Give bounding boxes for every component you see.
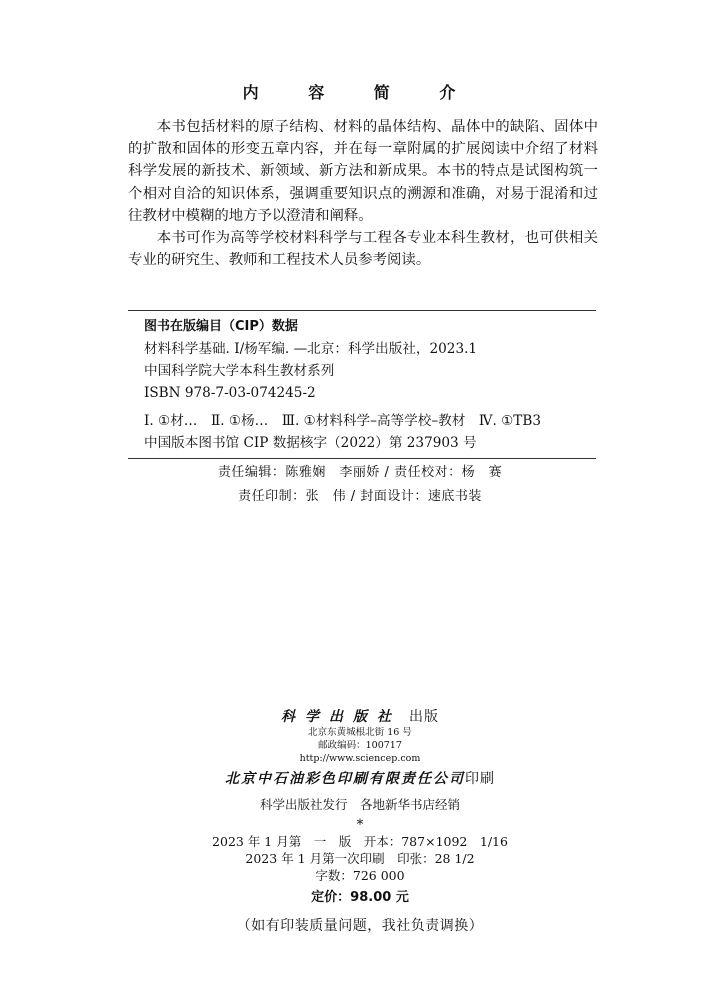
imprint-block [0, 706, 720, 935]
summary-paragraph: 本书可作为高等学校材料科学与工程各专业本科生教材，也可供相关专业的研究生、教师和工程技术人员参考阅读。 [128, 230, 598, 269]
printer-suffix: 印刷 [465, 771, 495, 787]
cip-classification: Ⅰ. ①材… Ⅱ. ①杨… Ⅲ. ①材料科学–高等学校–教材 Ⅳ. ①TB3 [144, 413, 542, 429]
content-summary [128, 116, 598, 271]
cip-series: 中国科学院大学本科生教材系列 [144, 363, 335, 379]
quality-notice: （如有印装质量问题，我社负责调换） [236, 918, 484, 934]
credits-production: 责任印制：张 伟 / 封面设计：速底书装 [238, 489, 482, 504]
edition-line: 2023 年 1 月第 一 版 开本：787×1092 1/16 [212, 834, 508, 849]
printer-line [0, 768, 720, 788]
publisher-line [0, 706, 720, 726]
publisher-name: 科学出版社 [281, 709, 401, 725]
page-title: 内 容 简 介 [242, 83, 478, 102]
printing-line: 2023 年 1 月第一次印刷 印张：28 1/2 [245, 851, 475, 866]
cip-isbn: ISBN 978-7-03-074245-2 [144, 385, 316, 401]
cip-data-block [128, 310, 596, 459]
publisher-suffix: 出版 [409, 709, 439, 725]
cip-record-number: 中国版本图书馆 CIP 数据核字（2022）第 237903 号 [144, 435, 477, 451]
credits-editors: 责任编辑：陈雅娴 李丽娇 / 责任校对：杨 赛 [217, 465, 503, 480]
cip-book-info: 材料科学基础. Ⅰ/杨军编. —北京：科学出版社，2023.1 [144, 341, 478, 357]
summary-paragraph: 本书包括材料的原子结构、材料的晶体结构、晶体中的缺陷、固体中的扩散和固体的形变五章内容，并在每一章附属的扩展阅读中介绍了材料科学发展的新技术、新领域、新方法和新成果。本书的特点是试图构筑一个相对自洽的知识体系，强调重要知识点的溯源和准确，对易于混淆和过往教材中模糊的地方予以澄清和阐释。 [128, 119, 598, 224]
cip-heading: 图书在版编目（CIP）数据 [144, 319, 298, 334]
distribution-line: 科学出版社发行 各地新华书店经销 [259, 797, 460, 812]
credits-block [0, 461, 720, 509]
price: 定价：98.00 元 [311, 890, 409, 905]
publisher-postcode: 邮政编码：100717 [318, 740, 402, 751]
word-count: 字数：726 000 [315, 868, 405, 883]
publisher-website[interactable]: http://www.sciencep.com [299, 753, 421, 764]
separator-star: * [356, 817, 364, 833]
printer-name: 北京中石油彩色印刷有限责任公司 [225, 771, 465, 787]
publisher-address: 北京东黄城根北街 16 号 [308, 727, 412, 738]
